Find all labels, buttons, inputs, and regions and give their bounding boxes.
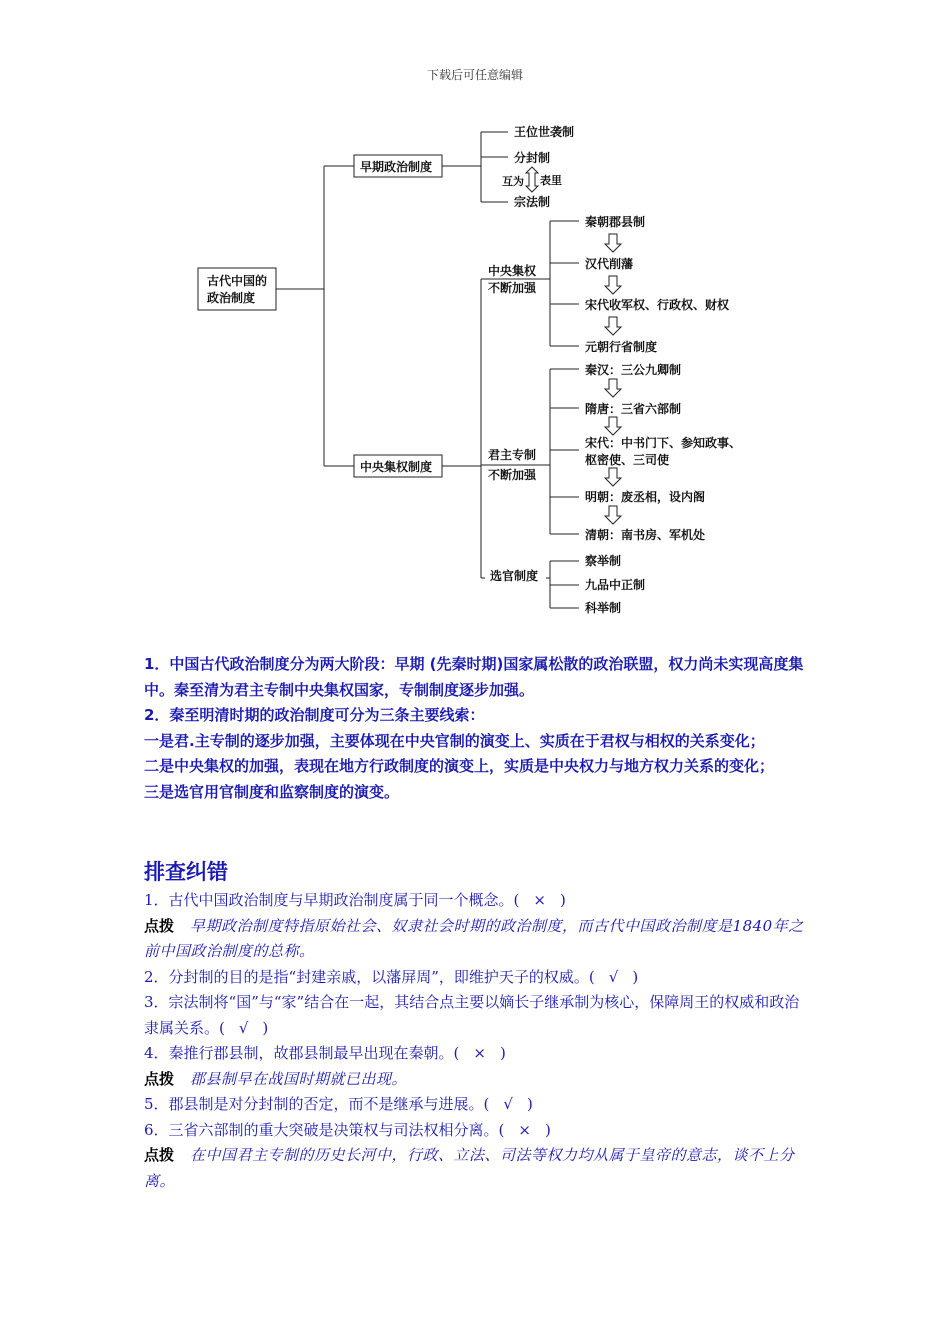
- mutual-arrow-icon: [526, 167, 538, 192]
- down-arrow-icon: [605, 276, 621, 294]
- autocracy-item-5: 清朝：南书房、军机处: [585, 528, 706, 542]
- question-3: 3．宗法制将“国”与“家”结合在一起，其结合点主要以嫡长子继承制为核心，保障周王的权威和政治隶属关系。( √ ): [144, 990, 810, 1041]
- answer-mark: ×: [533, 891, 546, 909]
- down-arrow-icon: [605, 379, 621, 397]
- answer-mark: √: [238, 1018, 249, 1037]
- tip-3: 点拨 在中国君主专制的历史长河中，行政、立法、司法等权力均从属于皇帝的意志，谈不上分离。: [144, 1146, 795, 1190]
- centralization-item-3: 宋代收军权、行政权、财权: [585, 298, 730, 312]
- section-title: 排查纠错: [144, 860, 228, 884]
- question-2: 2．分封制的目的是指“封建亲戚，以藩屏周”，即维护天子的权威。( √ ): [144, 965, 810, 991]
- early-item-1: 王位世袭制: [514, 125, 575, 139]
- selection-item-3: 科举制: [585, 601, 622, 615]
- autocracy-label-1: 君主专制: [488, 448, 537, 462]
- down-arrow-icon: [605, 234, 621, 252]
- early-item-2: 分封制: [514, 151, 551, 165]
- root-label-2: 政治制度: [207, 291, 256, 305]
- centralization-item-4: 元朝行省制度: [585, 340, 658, 354]
- summary-p1: 1．中国古代政治制度分为两大阶段：早期 (先秦时期)国家属松散的政治联盟，权力尚未实现高度集中。秦至清为君主专制中央集权国家，专制制度逐步加强。: [144, 655, 804, 699]
- selection-label: 选官制度: [490, 569, 539, 583]
- autocracy-label-2: 不断加强: [488, 468, 537, 482]
- autocracy-item-3a: 宋代：中书门下、参知政事、: [585, 436, 742, 450]
- answer-mark: √: [608, 967, 619, 986]
- autocracy-item-1: 秦汉：三公九卿制: [585, 363, 682, 377]
- answer-mark: ×: [518, 1120, 531, 1139]
- question-1: 1．古代中国政治制度与早期政治制度属于同一个概念。( × ): [144, 888, 810, 914]
- error-check-section: [144, 856, 810, 1194]
- autocracy-item-2: 隋唐：三省六部制: [585, 402, 682, 416]
- summary-block: [144, 652, 810, 805]
- tip-2: 点拨 郡县制早在战国时期就已出现。: [144, 1069, 408, 1088]
- down-arrow-icon: [605, 317, 621, 335]
- answer-mark: √: [503, 1095, 513, 1113]
- centralization-item-1: 秦朝郡县制: [585, 215, 646, 229]
- centralization-item-2: 汉代削藩: [585, 257, 634, 271]
- relation-right: 表里: [540, 174, 562, 187]
- early-system-label: 早期政治制度: [360, 160, 433, 174]
- summary-p4: 二是中央集权的加强，表现在地方行政制度的演变上，实质是中央权力与地方权力关系的变化；: [144, 757, 775, 775]
- down-arrow-icon: [605, 506, 621, 524]
- answer-mark: ×: [473, 1044, 486, 1062]
- selection-item-2: 九品中正制: [585, 578, 646, 592]
- down-arrow-icon: [605, 468, 621, 486]
- summary-p2: 2．秦至明清时期的政治制度可分为三条主要线索：: [144, 706, 485, 724]
- relation-left: 互为: [502, 175, 524, 188]
- root-label-1: 古代中国的: [207, 274, 268, 288]
- summary-p5: 三是选官用官制度和监察制度的演变。: [144, 782, 400, 801]
- centralization-label-1: 中央集权: [488, 264, 537, 278]
- central-system-label: 中央集权制度: [360, 460, 433, 474]
- summary-p3: 一是君.主专制的逐步加强，主要体现在中央官制的演变上、实质在于君权与相权的关系变化；: [144, 731, 765, 750]
- page-header: 下载后可任意编辑: [426, 68, 523, 82]
- political-system-diagram: [0, 0, 950, 620]
- question-5: 5．郡县制是对分封制的否定，而不是继承与进展。( √ ): [144, 1092, 810, 1118]
- down-arrow-icon: [605, 417, 621, 435]
- early-item-3: 宗法制: [514, 195, 551, 209]
- question-4: 4．秦推行郡县制，故郡县制最早出现在秦朝。( × ): [144, 1041, 810, 1067]
- selection-item-1: 察举制: [585, 554, 622, 568]
- autocracy-item-3b: 枢密使、三司使: [585, 453, 670, 467]
- question-6: 6．三省六部制的重大突破是决策权与司法权相分离。( × ): [144, 1118, 810, 1144]
- autocracy-item-4: 明朝：废丞相，设内阁: [585, 490, 706, 504]
- tip-1: 点拨 早期政治制度特指原始社会、奴隶社会时期的政治制度，而古代中国政治制度是1840年之前中国政治制度的总称。: [144, 916, 804, 960]
- centralization-label-2: 不断加强: [488, 281, 537, 295]
